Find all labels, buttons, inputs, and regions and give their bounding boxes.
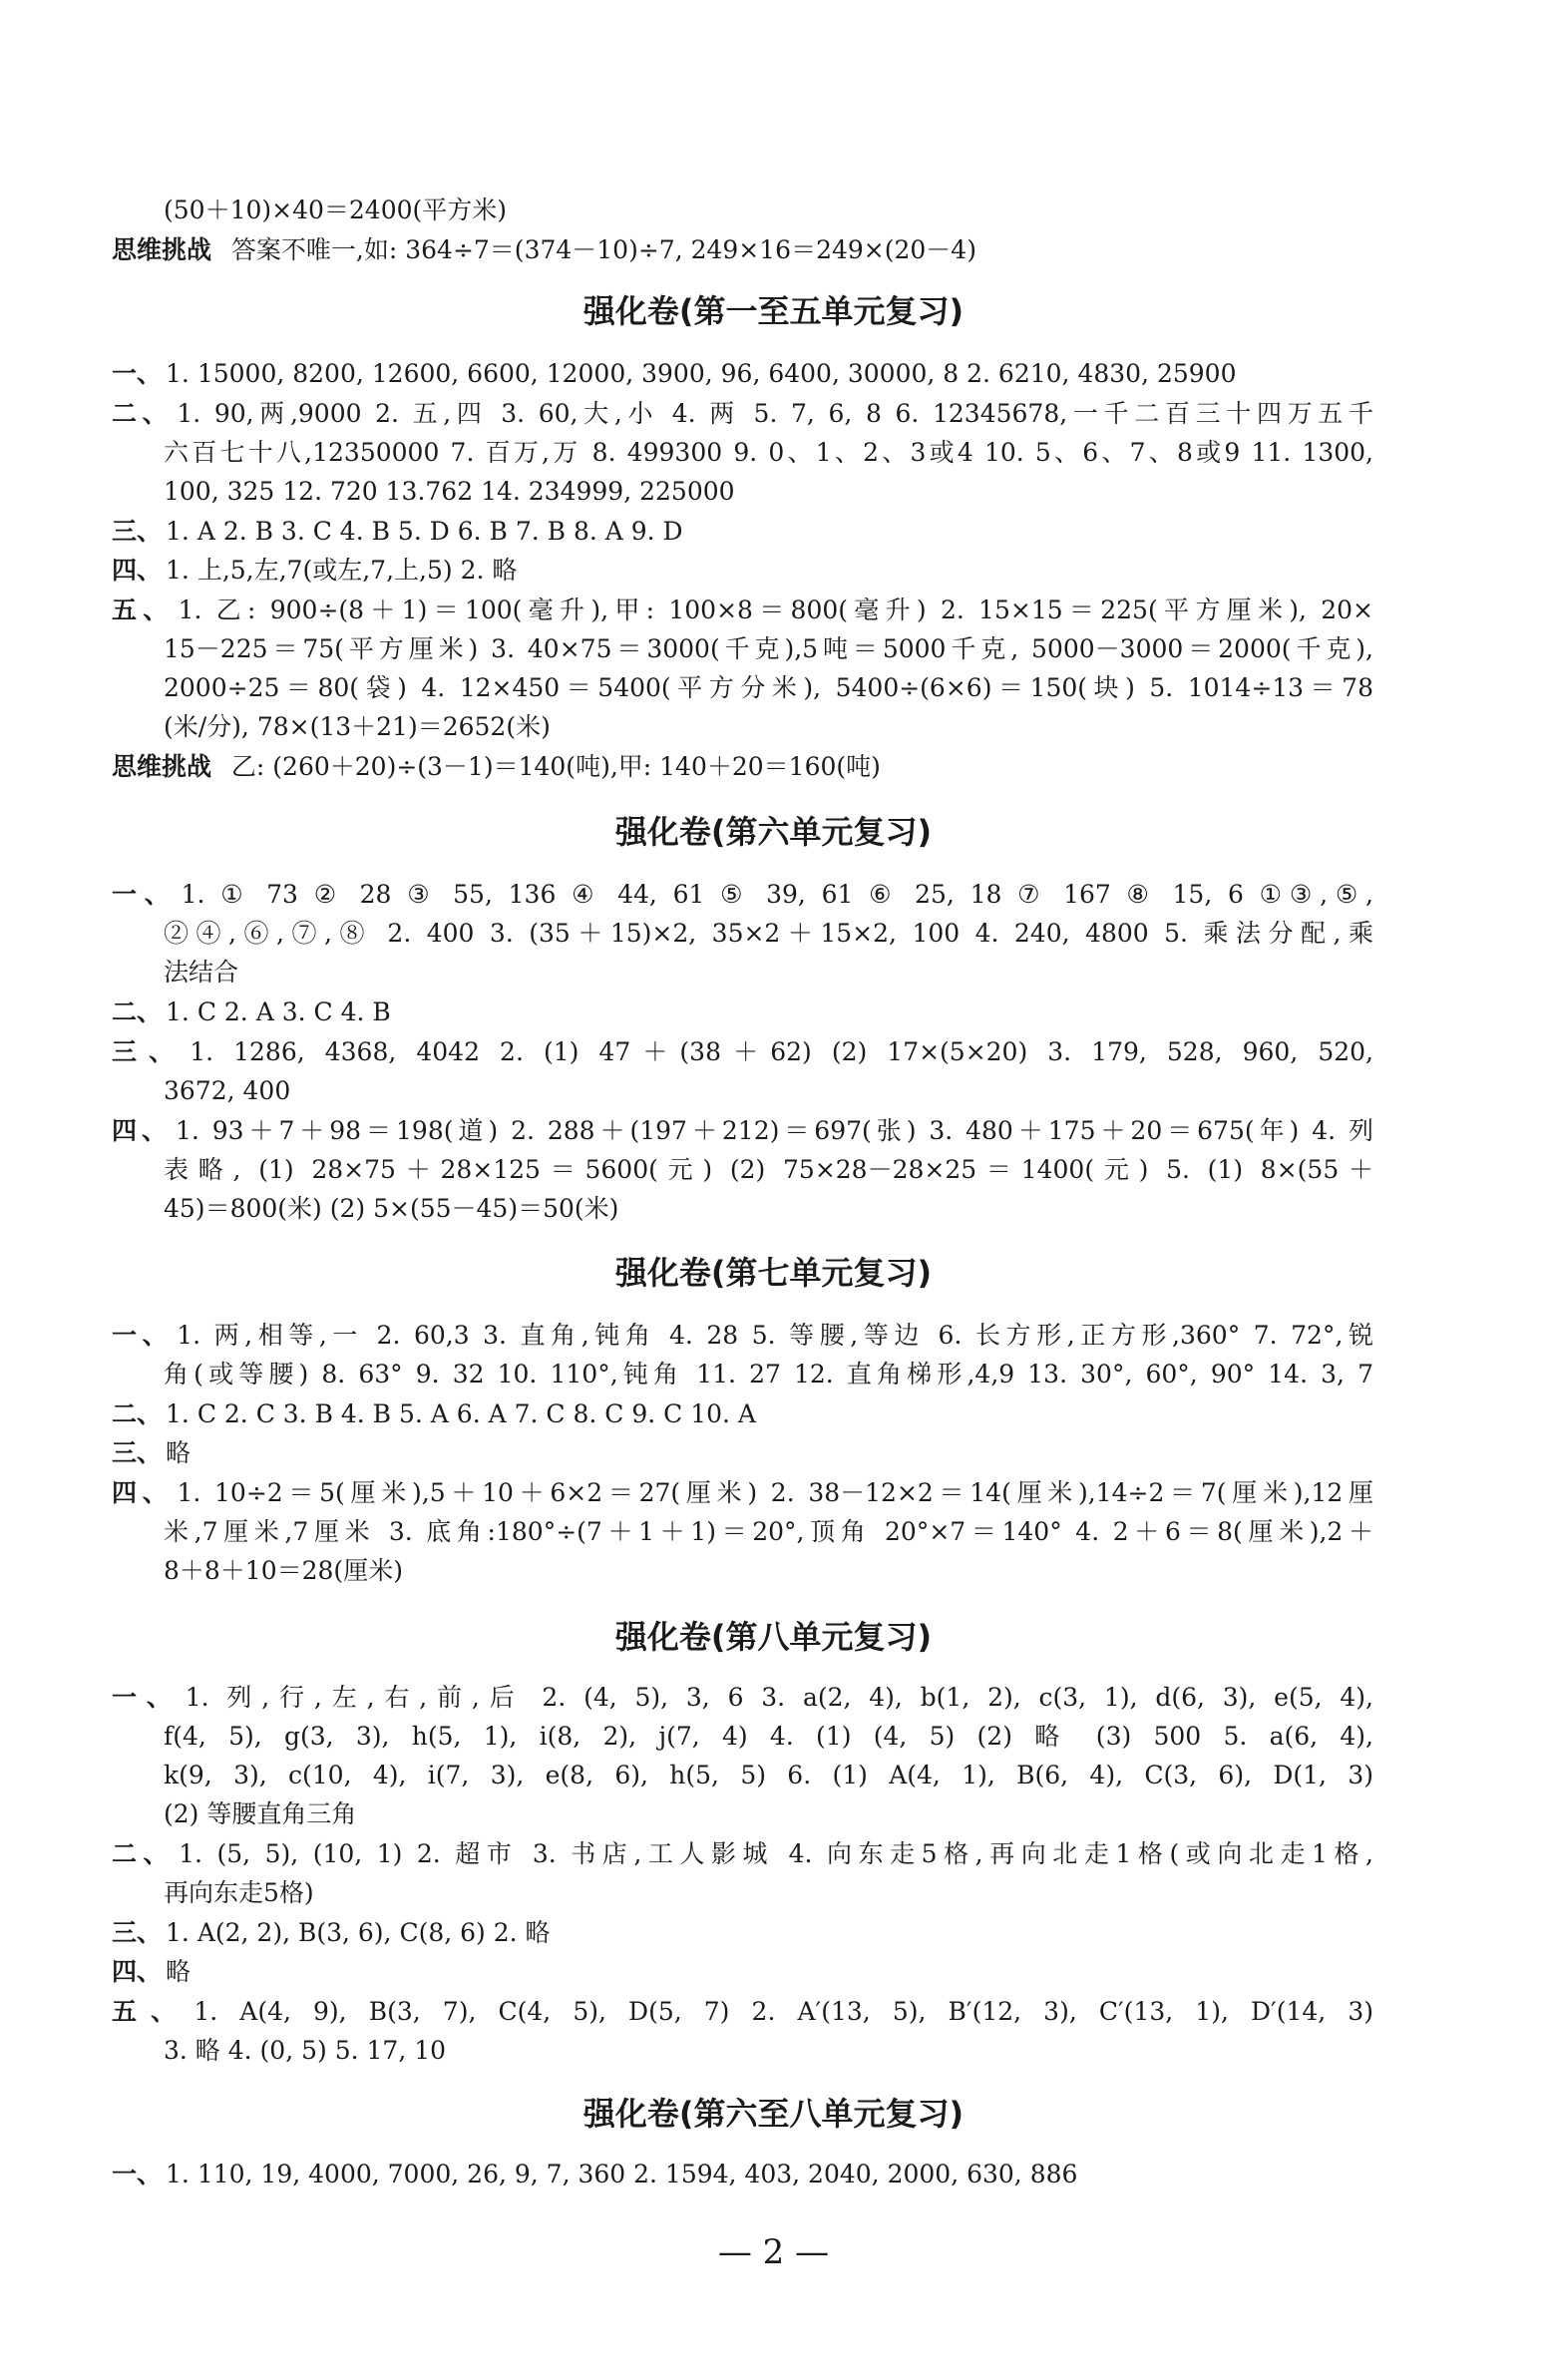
answer-line	[112, 2158, 1373, 2191]
part-label: 一、	[112, 1683, 182, 1712]
answer-line: 15－225＝75(平方厘米) 3. 40×75＝3000(千克),5吨＝5000千克, 5000－3000＝2000(千克),	[164, 634, 1373, 663]
answer-text: 1. ① 73 ② 28 ③ 55, 136 ④ 44, 61 ⑤ 39, 61 ⑥ 25, 18 ⑦ 167 ⑧ 15, 6 ①③,⑤,	[181, 880, 1373, 909]
challenge-label: 思维挑战	[112, 752, 212, 781]
answer-line	[112, 1476, 1373, 1510]
answer-line	[112, 1995, 1373, 2029]
part-label: 一、	[112, 359, 163, 388]
answer-line: (米/分), 78×(13＋21)＝2652(米)	[164, 712, 551, 741]
answer-line: 角(或等腰) 8. 63° 9. 32 10. 110°,钝角 11. 27 12. 直角梯形,4,9 13. 30°, 60°, 90° 14. 3, 7	[164, 1360, 1373, 1388]
answer-line: (2) 等腰直角三角	[164, 1799, 357, 1828]
part-label: 一、	[112, 2160, 163, 2188]
answer-line	[112, 1114, 1373, 1148]
section-title: 强化卷(第七单元复习)	[614, 1254, 933, 1292]
section-title: 强化卷(第一至五单元复习)	[582, 292, 965, 330]
part-label: 二、	[112, 1839, 176, 1868]
part-label: 二、	[112, 1399, 163, 1428]
answer-line: (50＋10)×40＝2400(平方米)	[164, 196, 508, 224]
answer-text: 1. 乙: 900÷(8＋1)＝100(毫升),甲: 100×8＝800(毫升) 2. 15×15＝225(平方厘米), 20×	[178, 595, 1373, 624]
answer-line: 法结合	[164, 958, 239, 987]
answer-text: 1. 10÷2＝5(厘米),5＋10＋6×2＝27(厘米) 2. 38－12×2＝14(厘米),14÷2＝7(厘米),12厘	[177, 1478, 1373, 1507]
answer-line	[112, 1916, 1373, 1950]
part-label: 一、	[112, 1321, 174, 1350]
answer-line: 3672, 400	[164, 1076, 291, 1105]
page-number: — 2 —	[717, 2232, 830, 2272]
section-title: 强化卷(第六至八单元复习)	[582, 2095, 965, 2133]
part-label: 二、	[112, 399, 174, 428]
challenge-label: 思维挑战	[112, 235, 212, 264]
answer-line: 45)＝800(米) (2) 5×(55－45)＝50(米)	[164, 1194, 619, 1223]
answer-text: 1. 两,相等,一 2. 60,3 3. 直角,钝角 4. 28 5. 等腰,等边 6. 长方形,正方形,360° 7. 72°,锐	[177, 1321, 1373, 1350]
answer-text: 1. A 2. B 3. C 4. B 5. D 6. B 7. B 8. A 9. D	[166, 517, 683, 546]
part-label: 三、	[112, 1918, 163, 1947]
challenge-line	[112, 750, 1373, 784]
part-label: 一、	[112, 880, 178, 909]
answer-line	[112, 1035, 1373, 1069]
answer-text: 1. C 2. A 3. C 4. B	[166, 997, 391, 1026]
part-label: 二、	[112, 997, 163, 1026]
part-label: 四、	[112, 1116, 172, 1145]
answer-line	[112, 1681, 1373, 1715]
answer-text: 1. A(2, 2), B(3, 6), C(8, 6) 2. 略	[166, 1918, 551, 1947]
part-label: 五、	[112, 595, 175, 624]
section-title: 强化卷(第八单元复习)	[614, 1618, 933, 1656]
challenge-text: 答案不唯一,如: 364÷7＝(374－10)÷7, 249×16＝249×(20－4)	[230, 235, 976, 264]
part-label: 四、	[112, 556, 163, 585]
challenge-text: 乙: (260＋20)÷(3－1)＝140(吨),甲: 140＋20＝160(吨)	[230, 752, 881, 781]
part-label: 三、	[112, 1438, 163, 1467]
answer-line: ②④,⑥,⑦,⑧ 2. 400 3. (35＋15)×2, 35×2＋15×2, 100 4. 240, 4800 5. 乘法分配,乘	[164, 919, 1373, 948]
answer-line: 100, 325 12. 720 13.762 14. 234999, 225000	[164, 477, 735, 506]
answer-line: 8＋8＋10＝28(厘米)	[164, 1556, 403, 1585]
answer-line: 2000÷25＝80(袋) 4. 12×450＝5400(平方分米), 5400÷(6×6)＝150(块) 5. 1014÷13＝78	[164, 673, 1373, 702]
answer-line	[112, 397, 1373, 431]
answer-line	[112, 1436, 1373, 1470]
answer-line	[112, 1319, 1373, 1353]
answer-text: 1. C 2. C 3. B 4. B 5. A 6. A 7. C 8. C 9. C 10. A	[166, 1399, 756, 1428]
answer-line: 米,7厘米,7厘米 3. 底角:180°÷(7＋1＋1)＝20°,顶角 20°×7＝140° 4. 2＋6＝8(厘米),2＋	[164, 1517, 1373, 1546]
answer-text: 略	[166, 1957, 192, 1986]
answer-line	[112, 594, 1373, 627]
answer-text: 1. 列,行,左,右,前,后 2. (4, 5), 3, 6 3. a(2, 4), b(1, 2), c(3, 1), d(6, 3), e(5, 4),	[185, 1683, 1373, 1712]
part-label: 三、	[112, 517, 163, 546]
answer-line: 六百七十八,12350000 7. 百万,万 8. 499300 9. 0、1、2、3或4 10. 5、6、7、8或9 11. 1300,	[164, 438, 1373, 467]
answer-text: 1. A(4, 9), B(3, 7), C(4, 5), D(5, 7) 2. A′(13, 5), B′(12, 3), C′(13, 1), D′(14, 3)	[193, 1997, 1373, 2026]
answer-line	[112, 1837, 1373, 1871]
answer-text: 1. 上,5,左,7(或左,7,上,5) 2. 略	[166, 556, 518, 585]
answer-line: 3. 略 4. (0, 5) 5. 17, 10	[164, 2036, 447, 2065]
part-label: 四、	[112, 1478, 174, 1507]
answer-text: 1. 90,两,9000 2. 五,四 3. 60,大,小 4. 两 5. 7, 6, 8 6. 12345678,一千二百三十四万五千	[177, 399, 1373, 428]
answer-line	[112, 1955, 1373, 1989]
answer-line	[112, 554, 1373, 588]
answer-line: 再向东走5格)	[164, 1878, 314, 1907]
answer-line	[112, 1397, 1373, 1431]
answer-text: 1. (5, 5), (10, 1) 2. 超市 3. 书店,工人影城 4. 向东走5格,再向北走1格(或向北走1格,	[179, 1839, 1373, 1868]
answer-text: 1. 110, 19, 4000, 7000, 26, 9, 7, 360 2. 1594, 403, 2040, 2000, 630, 886	[166, 2160, 1078, 2188]
answer-line	[112, 878, 1373, 912]
challenge-line	[112, 233, 1373, 267]
answer-text: 1. 93＋7＋98＝198(道) 2. 288＋(197＋212)＝697(张) 3. 480＋175＋20＝675(年) 4. 列	[175, 1116, 1373, 1145]
answer-text: 1. 1286, 4368, 4042 2. (1) 47＋(38＋62) (2) 17×(5×20) 3. 179, 528, 960, 520,	[190, 1037, 1373, 1066]
answer-line	[112, 357, 1373, 391]
section-title: 强化卷(第六单元复习)	[614, 813, 933, 851]
part-label: 五、	[112, 1997, 191, 2026]
answer-line: f(4, 5), g(3, 3), h(5, 1), i(8, 2), j(7, 4) 4. (1) (4, 5) (2) 略 (3) 500 5. a(6, 4),	[164, 1722, 1373, 1751]
answer-line	[112, 515, 1373, 549]
answer-line: 表略, (1) 28×75＋28×125＝5600(元) (2) 75×28－28×25＝1400(元) 5. (1) 8×(55＋	[164, 1155, 1373, 1184]
answer-line: k(9, 3), c(10, 4), i(7, 3), e(8, 6), h(5, 5) 6. (1) A(4, 1), B(6, 4), C(3, 6), D(1, 3)	[164, 1761, 1373, 1789]
answer-text: 略	[166, 1438, 192, 1467]
part-label: 四、	[112, 1957, 163, 1986]
answer-text: 1. 15000, 8200, 12600, 6600, 12000, 3900, 96, 6400, 30000, 8 2. 6210, 4830, 25900	[166, 359, 1237, 388]
answer-line	[112, 995, 1373, 1029]
part-label: 三、	[112, 1037, 187, 1066]
